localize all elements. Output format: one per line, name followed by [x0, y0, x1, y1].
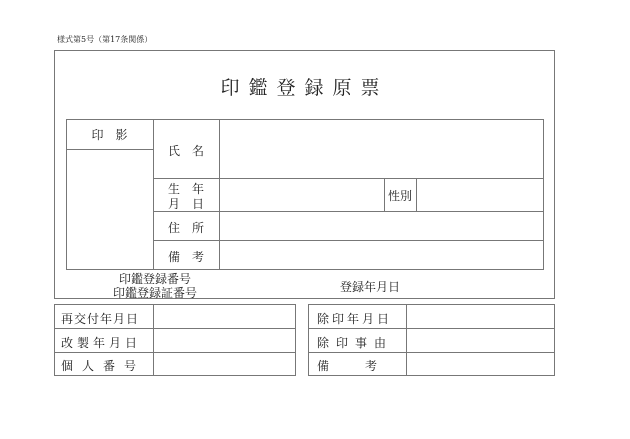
form-title: 印鑑登録原票 [220, 77, 389, 99]
seal-impression-label: 印 影 [91, 128, 128, 142]
personal-number-field[interactable] [154, 353, 295, 375]
seal-removal-box [308, 304, 555, 376]
reissue-date-label: 再交付年月日 [61, 312, 140, 326]
revision-date-field[interactable] [154, 329, 295, 352]
reissue-info-box [54, 304, 296, 376]
seal-registration-number-label: 印鑑登録番号 [118, 272, 191, 286]
name-field[interactable] [220, 120, 543, 178]
seal-impression-area[interactable] [67, 150, 153, 269]
gender-field[interactable] [417, 179, 543, 211]
removal-date-label: 除印年月日 [317, 312, 393, 326]
revision-date-label: 改製年月日 [61, 336, 142, 350]
personal-number-label: 個人番号 [61, 359, 146, 373]
removal-remarks-field[interactable] [407, 353, 554, 375]
registration-date-label: 登録年月日 [339, 280, 400, 294]
remarks-label: 備 考 [167, 250, 204, 264]
address-label: 住 所 [167, 221, 204, 235]
reissue-date-field[interactable] [154, 305, 295, 328]
form-number-label: 様式第5号（第17条関係） [57, 35, 153, 44]
seal-certificate-number-label: 印鑑登録証番号 [112, 286, 197, 300]
address-field[interactable] [220, 212, 543, 240]
removal-reason-field[interactable] [407, 329, 554, 352]
birthdate-label-top: 生 年 [167, 182, 204, 196]
birthdate-label-bottom: 月 日 [167, 197, 204, 211]
name-label: 氏 名 [167, 144, 204, 158]
removal-date-field[interactable] [407, 305, 554, 328]
gender-label: 性別 [387, 189, 412, 203]
remarks-field[interactable] [220, 241, 543, 269]
removal-remarks-label: 備 考 [317, 359, 378, 373]
table-right-border [543, 119, 544, 270]
birthdate-field[interactable] [220, 179, 384, 211]
removal-reason-label: 除印事由 [317, 336, 394, 350]
